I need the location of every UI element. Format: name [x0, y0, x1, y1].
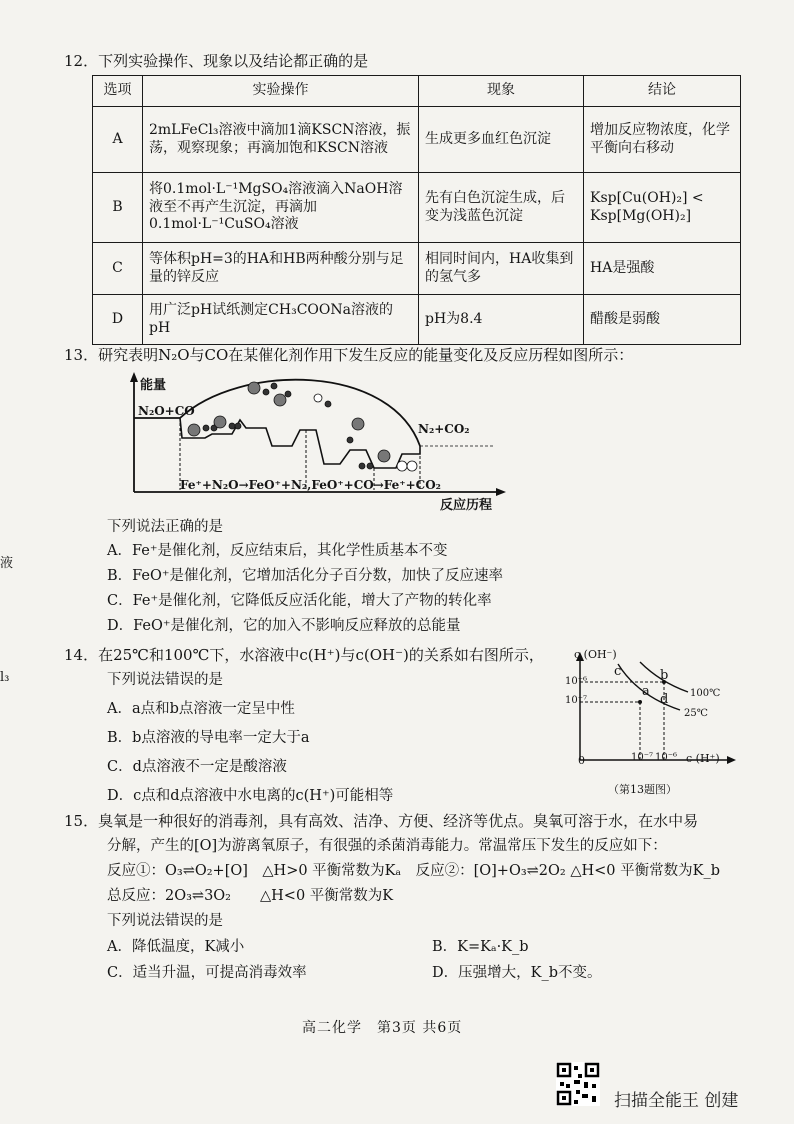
molecule-icons [188, 382, 417, 471]
start-label: N₂O+CO [138, 404, 195, 418]
q15-line: 反应①：O₃⇌O₂+[O] △H>0 平衡常数为Kₐ 反应②：[O]+O₃⇌2O₂ △H<0 平衡常数为K_b [107, 863, 720, 879]
operation-cell: 2mLFeCl₃溶液中滴加1滴KSCN溶液，振荡，观察现象；再滴加饱和KSCN溶液 [143, 107, 419, 173]
q13-option-a: A．Fe⁺是催化剂，反应结束后，其化学性质基本不变 [107, 543, 448, 559]
q14-option-a: A．a点和b点溶液一定呈中性 [107, 701, 295, 717]
q12-title: 12．下列实验操作、现象以及结论都正确的是 [64, 52, 369, 70]
q15-prompt: 下列说法错误的是 [107, 913, 223, 929]
curve-label-100c: 100℃ [690, 688, 721, 699]
q15-line: 分解，产生的[O]为游离氧原子，有很强的杀菌消毒能力。常温常压下发生的反应如下： [107, 838, 667, 854]
q14-prompt: 下列说法错误的是 [107, 672, 223, 688]
q14-title: 14．在25℃和100℃下，水溶液中c(H⁺)与c(OH⁻)的关系如右图所示， [64, 646, 544, 664]
table-header: 结论 [584, 76, 741, 107]
figure-caption: （第13题图） [608, 783, 677, 796]
q15-option-c: C．适当升温，可提高消毒效率 [107, 965, 307, 981]
point-label-b: b [660, 668, 669, 683]
phenomenon-cell: 生成更多血红色沉淀 [419, 107, 584, 173]
table-header: 实验操作 [143, 76, 419, 107]
x-tick-label: 10⁻⁶ [655, 752, 678, 763]
option-cell: B [93, 173, 143, 243]
reaction-axis-label: 反应历程 [440, 498, 493, 513]
q13-option-b: B．FeO⁺是催化剂，它增加活化分子百分数，加快了反应速率 [107, 568, 504, 584]
q14-option-b: B．b点溶液的导电率一定大于a [107, 730, 310, 746]
table-header: 选项 [93, 76, 143, 107]
q15-title: 15．臭氧是一种很好的消毒剂，具有高效、洁净、方便、经济等优点。臭氧可溶于水，在水中易 [64, 812, 699, 830]
energy-axis-label: 能量 [140, 378, 167, 393]
conclusion-cell: 醋酸是弱酸 [584, 295, 741, 345]
graph-y-label: c (OH⁻) [574, 648, 617, 661]
y-tick-label: 10⁻⁷ [565, 695, 588, 706]
q15-option-b: B．K=Kₐ·K_b [432, 939, 529, 955]
phenomenon-cell: 先有白色沉淀生成，后变为浅蓝色沉淀 [419, 173, 584, 243]
y-tick-label: 10⁻⁶ [565, 676, 588, 687]
point-label-c: c [614, 664, 622, 679]
graph-origin: 0 [578, 754, 585, 767]
q13-option-d: D．FeO⁺是催化剂，它的加入不影响反应释放的总能量 [107, 618, 461, 634]
qr-code-icon [556, 1062, 600, 1106]
experiment-table [92, 75, 741, 345]
curve-label-25c: 25℃ [684, 708, 708, 719]
graph-x-label: c (H⁺) [686, 752, 720, 765]
conclusion-cell: HA是强酸 [584, 243, 741, 295]
conclusion-cell: 增加反应物浓度，化学平衡向右移动 [584, 107, 741, 173]
q14-option-c: C．d点溶液不一定是酸溶液 [107, 759, 287, 775]
table-header: 现象 [419, 76, 584, 107]
q13-prompt: 下列说法正确的是 [107, 519, 223, 535]
q15-option-a: A．降低温度，K减小 [107, 939, 245, 955]
operation-cell: 等体积pH=3的HA和HB两种酸分别与足量的锌反应 [143, 243, 419, 295]
step-label: Fe⁺+N₂O→FeO⁺+N₂,FeO⁺+CO→Fe⁺+CO₂ [180, 478, 441, 492]
q13-option-c: C．Fe⁺是催化剂，它降低反应活化能，增大了产物的转化率 [107, 593, 492, 609]
option-cell: D [93, 295, 143, 345]
phenomenon-cell: 相同时间内，HA收集到的氢气多 [419, 243, 584, 295]
conclusion-cell: Ksp[Cu(OH)₂] < Ksp[Mg(OH)₂] [584, 173, 741, 243]
watermark-text: 扫描全能王 创建 [614, 1091, 739, 1111]
q15-line: 总反应：2O₃⇌3O₂ △H<0 平衡常数为K [107, 888, 394, 904]
end-label: N₂+CO₂ [418, 422, 470, 436]
table-row [93, 243, 741, 295]
q14-option-d: D．c点和d点溶液中水电离的c(H⁺)可能相等 [107, 788, 394, 804]
q13-title: 13．研究表明N₂O与CO在某催化剂作用下发生反应的能量变化及反应历程如图所示： [64, 346, 634, 364]
option-cell: A [93, 107, 143, 173]
operation-cell: 用广泛pH试纸测定CH₃COONa溶液的pH [143, 295, 419, 345]
table-row [93, 295, 741, 345]
margin-fragment: l₃ [0, 670, 10, 685]
x-tick-label: 10⁻⁷ [631, 752, 654, 763]
option-cell: C [93, 243, 143, 295]
phenomenon-cell: pH为8.4 [419, 295, 584, 345]
operation-cell: 将0.1mol·L⁻¹MgSO₄溶液滴入NaOH溶液至不再产生沉淀，再滴加0.1mol·L⁻¹CuSO₄溶液 [143, 173, 419, 243]
point-label-a: a [642, 684, 650, 699]
point-label-d: d [660, 692, 669, 707]
q15-option-d: D．压强增大，K_b不变。 [432, 965, 602, 981]
margin-fragment: 液 [0, 556, 14, 571]
table-row [93, 107, 741, 173]
table-row [93, 173, 741, 243]
page-footer: 高二化学 第3页 共6页 [302, 1020, 463, 1036]
